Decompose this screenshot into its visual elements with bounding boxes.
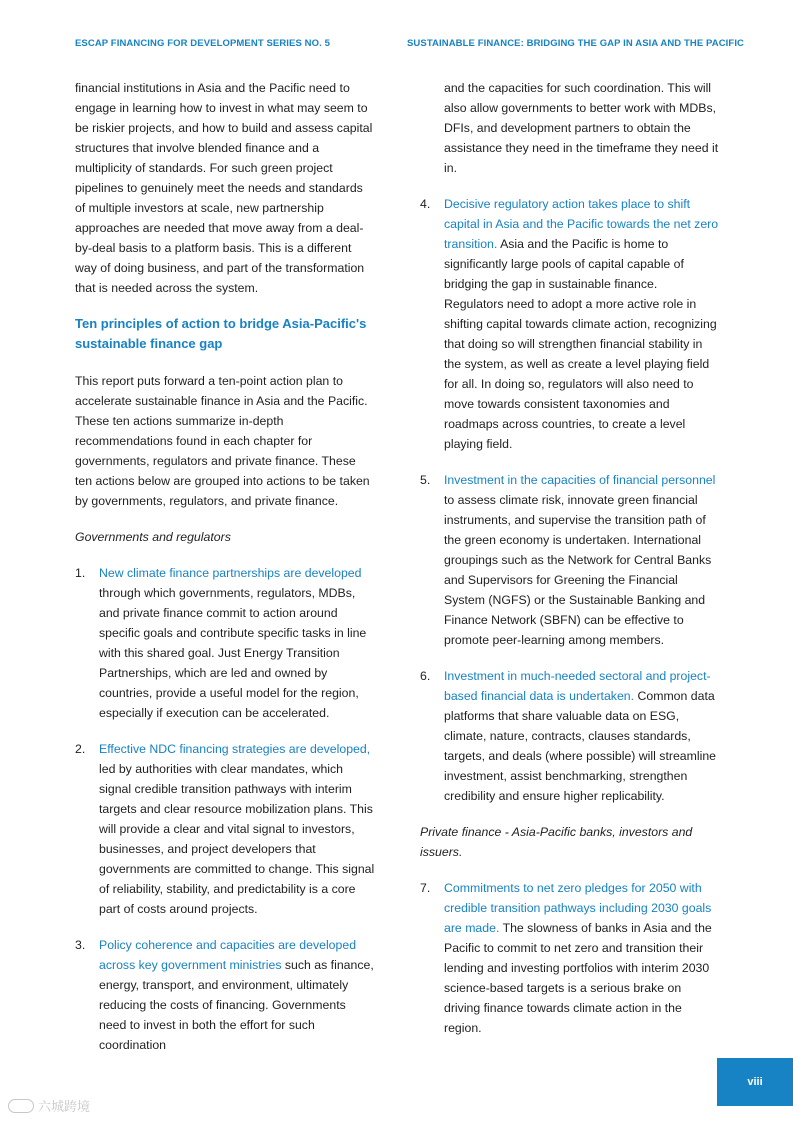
item-highlight: Policy coherence and capacities are developed across key government ministries [99, 938, 357, 972]
item-highlight: Commitments to net zero pledges for 2050 with credible transition pathways including 2030 goals are made. [444, 881, 712, 935]
subhead-governments: Governments and regulators [75, 530, 231, 544]
page-number: viii [747, 1076, 763, 1088]
action-item-3-continued [420, 78, 720, 178]
item-highlight: Investment in much-needed sectoral and project-based financial data is undertaken. [444, 669, 711, 703]
item-text: and the capacities for such coordination. This will also allow governments to better work with MDBs, DFIs, and development partners to obtain the assistance they need in the timeframe they need it in. [444, 81, 719, 175]
intro-paragraph: financial institutions in Asia and the Pacific need to engage in learning how to invest in what may seem to be riskier projects, and how to build and assess capital structures that involve blended finance and a multiplicity of standards. For such green project pipelines to genuinely meet the needs and standards of multiple investors at scale, new partnership approaches are needed that move away from a deal-by-deal basis to a platform basis. This is a different way of doing business, and part of the transformation that is needed across the system. [75, 81, 373, 295]
action-item-6 [420, 666, 720, 806]
item-highlight: Effective NDC financing strategies are developed, [99, 742, 371, 756]
section-heading: Ten principles of action to bridge Asia-Pacific's sustainable finance gap [75, 316, 367, 351]
item-text: Asia and the Pacific is home to significantly large pools of capital capable of bridging the gap in sustainable finance. Regulators need to adopt a more active role in shifting capital towards climate action, recognizing that doing so will strengthen financial stability in the system, as well as create a level playing field for all. In doing so, regulators will also need to move towards consistent taxonomies and roadmaps across countries, to create a level playing field. [444, 237, 717, 451]
item-text: through which governments, regulators, MDBs, and private finance commit to action around specific goals and contribute specific tasks in line with this shared goal. Just Energy Transition Partnerships, which are led and owned by countries, provide a useful model for the region, especially if execution can be accelerated. [99, 586, 367, 720]
action-item-5 [420, 470, 720, 650]
right-column [420, 78, 720, 1054]
left-column [75, 78, 375, 1071]
item-text: Common data platforms that share valuable data on ESG, climate, nature, contracts, clauses standards, targets, and deals (where possible) will streamline investment, assist benchmarking, strengthen credibility and ensure higher replicability. [444, 689, 717, 803]
subhead-private-finance: Private finance - Asia-Pacific banks, investors and issuers. [420, 825, 693, 859]
overview-paragraph: This report puts forward a ten-point action plan to accelerate sustainable finance in Asia and the Pacific. These ten actions summarize in-depth recommendations found in each chapter for governments, regulators and private finance. These ten actions below are grouped into actions to be taken by governments, regulators, and private finance. [75, 374, 370, 508]
item-text: The slowness of banks in Asia and the Pacific to commit to net zero and transition their lending and investing portfolios with interim 2030 science-based targets is a serious brake on driving finance towards climate action in the region. [444, 921, 712, 1035]
action-item-4 [420, 194, 720, 454]
item-highlight: Decisive regulatory action takes place to shift capital in Asia and the Pacific towards the net zero transition. [444, 197, 719, 251]
item-number: 5. [420, 473, 431, 487]
item-number: 2. [75, 742, 86, 756]
item-number: 3. [75, 938, 86, 952]
watermark-text: 六城跨境 [38, 1099, 91, 1114]
running-header-series: ESCAP FINANCING FOR DEVELOPMENT SERIES NO. 5 [75, 38, 330, 49]
item-number: 6. [420, 669, 431, 683]
action-item-3 [75, 935, 375, 1055]
watermark [8, 1096, 90, 1115]
item-number: 7. [420, 881, 431, 895]
item-text: such as finance, energy, transport, and environment, ultimately reducing the costs of financing. Governments need to invest in both the effort for such coordination [99, 958, 374, 1052]
watermark-logo-icon [8, 1099, 34, 1113]
item-highlight: New climate finance partnerships are developed [99, 566, 362, 580]
item-number: 1. [75, 566, 86, 580]
item-text: led by authorities with clear mandates, which signal credible transition pathways with interim targets and clear resource mobilization plans. This will provide a clear and vital signal to investors, businesses, and project developers that governments are committed to change. This signal of reliability, stability, and predictability is a core part of costs around projects. [99, 762, 375, 916]
item-text: to assess climate risk, innovate green financial instruments, and supervise the transition path of the green economy is undertaken. International groupings such as the Network for Central Banks and Supervisors for Greening the Financial System (NGFS) or the Sustainable Banking and Finance Network (SBFN) can be effective to promote peer-learning among members. [444, 493, 712, 647]
running-header-title: SUSTAINABLE FINANCE: BRIDGING THE GAP IN ASIA AND THE PACIFIC [407, 38, 745, 49]
item-number: 4. [420, 197, 431, 211]
action-item-1 [75, 563, 375, 723]
action-item-2 [75, 739, 375, 919]
item-highlight: Investment in the capacities of financial personnel [444, 473, 716, 487]
page-number-badge [717, 1058, 793, 1106]
action-item-7 [420, 878, 720, 1038]
